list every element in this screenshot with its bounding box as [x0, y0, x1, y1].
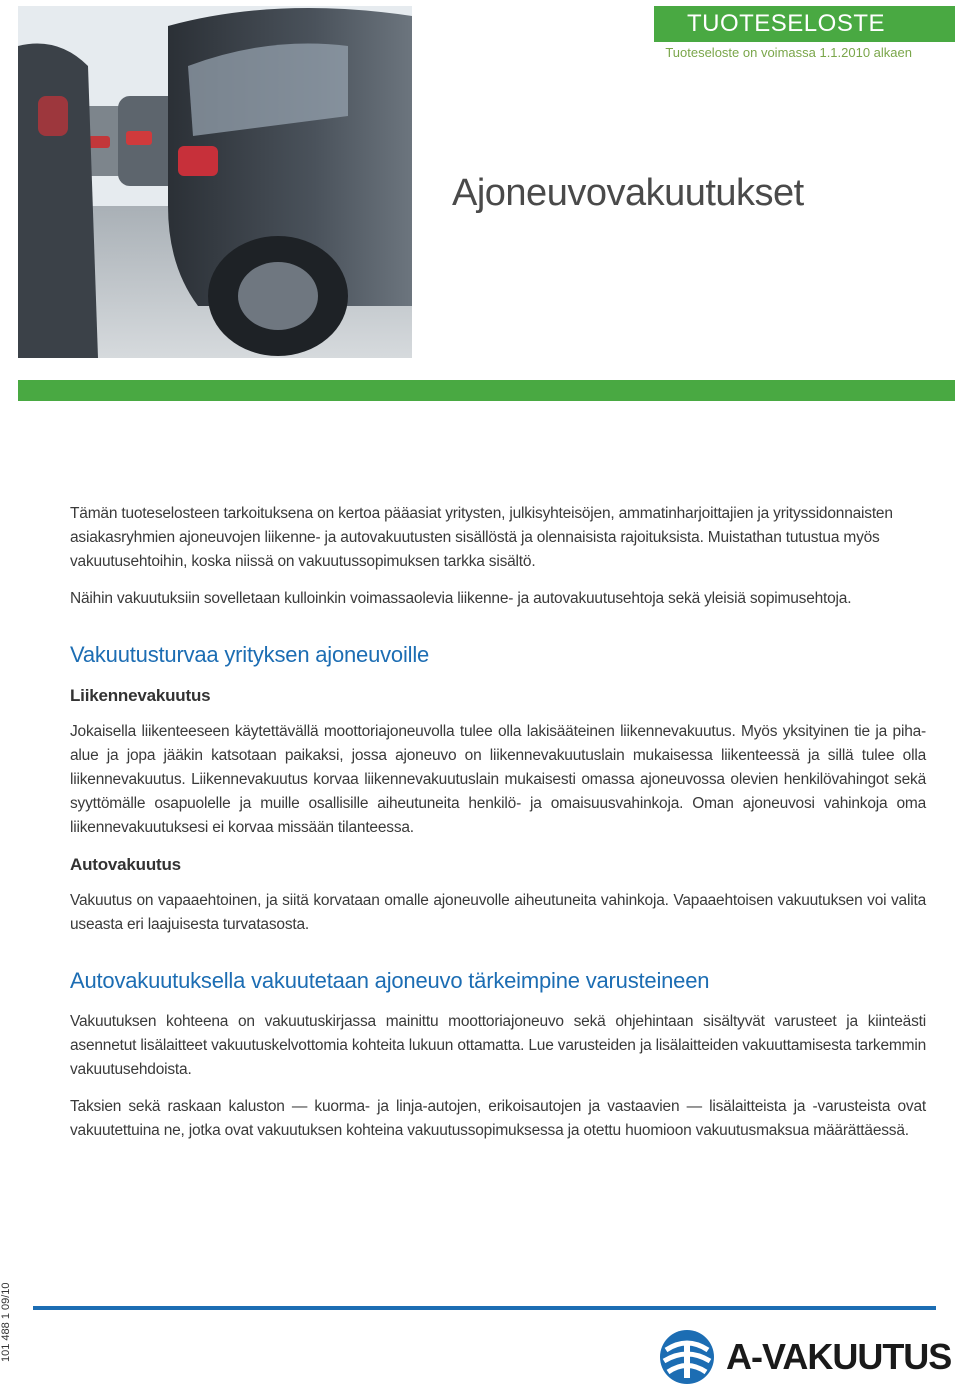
footer-blue-rule: [33, 1306, 936, 1310]
subheading-liikennevakuutus: Liikennevakuutus: [70, 686, 211, 705]
cars-illustration: [18, 6, 412, 358]
varusteet-paragraph: Vakuutuksen kohteena on vakuutuskirjassa mainittu moottoriajoneuvo sekä ohjehintaan sisältyvät varusteet ja kiinteästi asennetut lisälaitteet vakuutuskelvottomia kohteita lukuun ottamatta. Lue varusteiden ja lisälaitteiden vakuuttamisesta tarkemmin vakuutusehdoista.: [70, 1013, 926, 1078]
section-heading-vakuutusturva: Vakuutusturvaa yrityksen ajoneuvoille: [70, 642, 430, 667]
intro-paragraph-2: Näihin vakuutuksiin sovelletaan kulloinkin voimassaolevia liikenne- ja autovakuutusehtoja sekä yleisiä sopimusehtoja.: [70, 590, 852, 607]
intro-paragraph: Tämän tuoteselosteen tarkoituksena on kertoa pääasiat yritysten, julkisyhteisöjen, ammatinharjoittajien ja yrityssidonnaisten asiakasryhmien ajoneuvojen liikenne- ja autovakuutusten sisällöstä ja olennaisista rajoituksista. Muistathan tutustua myös vakuutusehtoihin, koska niissä on vakuutussopimuksen tarkka sisältö.: [70, 505, 893, 570]
raskas-kalusto-paragraph: Taksien sekä raskaan kaluston — kuorma- ja linja-autojen, erikoisautojen ja vastaavien — lisälaitteista ja -varusteista ovat vakuutettuina ne, jotka ovat vakuutuksen kohteina vakuutussopimuksessa ja otettu huomioon vakuutusmaksua määrättäessä.: [70, 1098, 926, 1139]
autovakuutus-text: Vakuutus on vapaaehtoinen, ja siitä korvataan omalle ajoneuvolle aiheutuneita vahinkoja. Vapaaehtoisen vakuutuksen voi valita useasta eri laajuisesta turvatasosta.: [70, 892, 926, 933]
document-type-tag: [654, 6, 955, 42]
a-vakuutus-logo-text: A-VAKUUTUS: [726, 1336, 952, 1377]
page-title: Ajoneuvovakuutukset: [452, 172, 804, 214]
validity-note: Tuoteseloste on voimassa 1.1.2010 alkaen: [665, 45, 912, 60]
liikennevakuutus-text: Jokaisella liikenteeseen käytettävällä moottoriajoneuvolla tulee olla lakisääteinen liikennevakuutus. Myös yksityinen tie ja piha-alue ja jopa jääkin katsotaan paikaksi, jossa ajoneuvo on liikennevakuutuslain mukaisessa liikenteessä ja sillä tulee olla liikennevakuutus. Liikennevakuutus korvaa liikennevakuutuslain mukaisesti omassa ajoneuvossa olevien henkilövahingot sekä syyttömälle osapuolelle ja muille osallisille aiheutuneita henkilö- ja omaisuusvahinkoja. Oman ajoneuvosi vahinkoja oma liikennevakuutuksesi ei korvaa missään tilanteessa.: [70, 723, 926, 836]
green-divider-bar: [18, 380, 955, 401]
cars-photo: [18, 6, 412, 358]
document-body: [70, 502, 926, 1156]
a-vakuutus-logo-icon: [656, 1328, 718, 1386]
section-heading-varusteet: Autovakuutuksella vakuutetaan ajoneuvo tärkeimpine varusteineen: [70, 968, 710, 993]
document-code: 101 488 1 09/10: [0, 1282, 12, 1362]
subheading-autovakuutus: Autovakuutus: [70, 855, 181, 874]
document-type-label: TUOTESELOSTE: [686, 10, 885, 37]
